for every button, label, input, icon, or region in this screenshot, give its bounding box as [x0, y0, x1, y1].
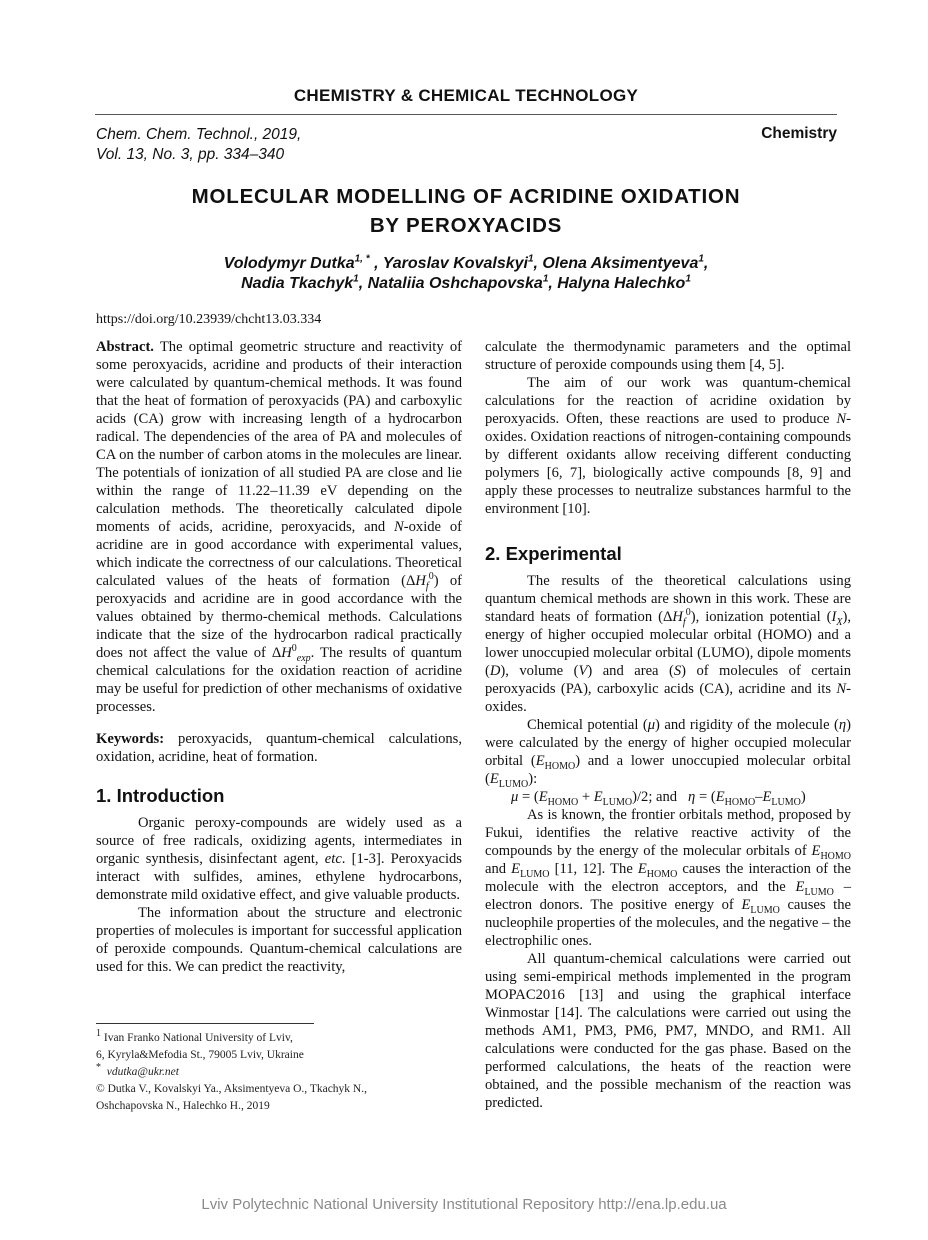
author-name: Volodymyr Dutka: [223, 255, 355, 272]
author-affiliation: 1: [353, 273, 359, 285]
experimental-paragraph-2: Chemical potential (μ) and rigidity of the molecule (η) were calculated by the energy of higher occupied molecular orbital $(E_{HOMO})$ and a lower unoccupied molecular orbital $(E_{LUMO})$:: [485, 717, 851, 790]
author-name: Halyna Halechko: [557, 275, 686, 292]
author-name: Olena Aksimentyeva: [542, 255, 699, 272]
copyright-line-1: © Dutka V., Kovalskyi Ya., Aksimentyeva O., Tkachyk N.,: [96, 1083, 367, 1095]
citation-line-2: Vol. 13, No. 3, pp. 334–340: [96, 146, 285, 163]
author-affiliation: 1, *: [354, 253, 370, 265]
authors-line-1: Volodymyr Dutka$^{1, *}$ , Yaroslav Kovalskyi$^1$, Olena Aksimentyeva$^1$,: [223, 253, 709, 272]
section-heading-experimental: 2. Experimental: [485, 543, 622, 564]
intro-paragraph-2: The information about the structure and electronic properties of molecules is important for successful application of peroxide compounds. Quantum-chemical calculations are used for this. We can predict the reactivity,: [96, 905, 462, 975]
author-name: Nataliia Oshchapovska: [367, 275, 543, 292]
abstract: Abstract. The optimal geometric structure and reactivity of some peroxyacids, acridine and products of their interaction were calculated by quantum-chemical methods. It was found that the heat of formation of peroxyacids (PA) and carboxylic acids (CA) grow with increasing length of a hydrocarbon radical. The dependencies of the area of PA and molecules of CA on the number of carbon atoms in the molecules are linear. The potentials of ionization of all studied PA are close and lie within the range of 11.22–11.39 eV depending on the calculation methods. The theoretically calculated dipole moments of acids, acridine, peroxyacids, and N-oxide of acridine are in good accordance with experimental values, which indicate the correctness of our calculations. Theoretical calculated values of the heats of formation $(\Delta H_f^0)$ of peroxyacids and acridine are in good accordance with the values obtained by thermo-chemical methods. Calculations indicate that the size of the hydrocarbon radical practically does not affect the value of $\Delta H^0_{exp}$. The results of quantum chemical calculations for the oxidation reaction of acridine may be useful for prediction of other mechanisms of oxidative processes.: [96, 339, 462, 715]
author-affiliation: 1: [527, 253, 534, 265]
section-heading-introduction: 1. Introduction: [96, 785, 225, 806]
formula-chemical-potential: $\mu = (E_{HOMO} + E_{LUMO})/2$; and $\eta = (E_{HOMO}-E_{LUMO})$: [511, 789, 806, 808]
repository-footer: Lviv Polytechnic National University Institutional Repository http://ena.lp.edu.ua: [201, 1196, 727, 1213]
experimental-paragraph-1: The results of the theoretical calculations using quantum chemical methods are shown in this work. These are standard heats of formation $(\Delta H_f^0)$, ionization potential $(I_X)$, energy of higher occupied molecular orbital (HOMO) and a lower unoccupied molecular orbital (LUMO), dipole moments (D), volume (V) and area (S) of molecules of certain peroxyacids (PA), carboxylic acids (CA), acridine and its N-oxides.: [485, 573, 851, 715]
abstract-label: Abstract.: [96, 339, 154, 355]
intro-paragraph-3: The aim of our work was quantum-chemical calculations for the reaction of acridine oxidation by peroxyacids. Often, these reactions are used to produce N-oxides. Oxidation reactions of nitrogen-containing compounds by different oxidants allow receiving different conducting polymers [6, 7], biologically active compounds [8, 9] and apply these processes to neutralize substances harmful to the environment [10].: [485, 375, 851, 517]
author-name: Yaroslav Kovalskyi: [382, 255, 528, 272]
citation-line-1: Chem. Chem. Technol., 2019,: [96, 126, 302, 143]
affiliation-address: 6, Kyryla&Mefodia St., 79005 Lviv, Ukraine: [96, 1049, 304, 1061]
section-label: Chemistry: [761, 125, 837, 142]
keywords-label: Keywords:: [96, 731, 165, 747]
email-link[interactable]: vdutka@ukr.net: [106, 1066, 179, 1078]
doi-link[interactable]: https://doi.org/10.23939/chcht13.03.334: [96, 312, 322, 327]
citation: [96, 125, 301, 165]
journal-name: CHEMISTRY & CHEMICAL TECHNOLOGY: [293, 86, 639, 105]
author-affiliation: 1: [685, 273, 691, 285]
copyright-line-2: Oshchapovska N., Halechko H., 2019: [96, 1100, 270, 1112]
title-line-2: BY PEROXYACIDS: [369, 214, 563, 237]
email-footnote: * vdutka@ukr.net: [96, 1062, 179, 1078]
intro-paragraph-2-continued: calculate the thermodynamic parameters and the optimal structure of peroxide compounds using them [4, 5].: [485, 339, 851, 373]
title-line-1: MOLECULAR MODELLING OF ACRIDINE OXIDATION: [191, 185, 741, 208]
author-affiliation: 1: [698, 253, 704, 265]
author-affiliation: 1: [542, 273, 549, 285]
footnote-divider: [96, 1023, 314, 1024]
experimental-paragraph-3: As is known, the frontier orbitals method, proposed by Fukui, identifies the relative reactive activity of the compounds by the energy of the molecular orbitals of $E_{HOMO}$ and $E_{LUMO}$ [11, 12]. The $E_{HOMO}$ causes the interaction of the molecule with the electron acceptors, and the $E_{LUMO}$ – electron donors. The positive energy of $E_{LUMO}$ causes the nucleophile properties of the molecules, and the negative – the electrophilic ones.: [485, 807, 852, 949]
author-name: Nadia Tkachyk: [241, 275, 354, 292]
authors-line-2: Nadia Tkachyk$^1$, Nataliia Oshchapovska$^1$, Halyna Halechko$^1$: [241, 273, 691, 292]
header-divider: [95, 114, 837, 115]
intro-paragraph-1: Organic peroxy-compounds are widely used as a source of free radicals, oxidizing agents, intermediates in organic synthesis, disinfectant agent, etc. [1-3]. Peroxyacids interact with sulfides, amines, ethylene hydrocarbons, demonstrate mild oxidative effect, and give valuable products.: [96, 815, 462, 903]
article-title: [95, 182, 837, 240]
right-column: [485, 338, 851, 1112]
experimental-paragraph-4: All quantum-chemical calculations were carried out using semi-empirical methods implemented in the program MOPAC2016 [13] and using the graphical interface Winmostar [14]. The calculations were carried out using the methods AM1, PM3, PM6, PM7, MNDO, and RM1. All calculations were conducted for the gas phase. Based on the performed calculations, the heats of the reaction were obtained, and the possible mechanism of the reaction was predicted.: [485, 951, 851, 1111]
left-column: [96, 338, 462, 976]
affiliation-footnote: $^1$ Ivan Franko National University of Lviv,: [96, 1028, 293, 1044]
keywords: Keywords: peroxyacids, quantum-chemical calculations, oxidation, acridine, heat of formation.: [96, 731, 462, 765]
footnotes: [96, 1030, 476, 1115]
author-list: [95, 254, 837, 294]
